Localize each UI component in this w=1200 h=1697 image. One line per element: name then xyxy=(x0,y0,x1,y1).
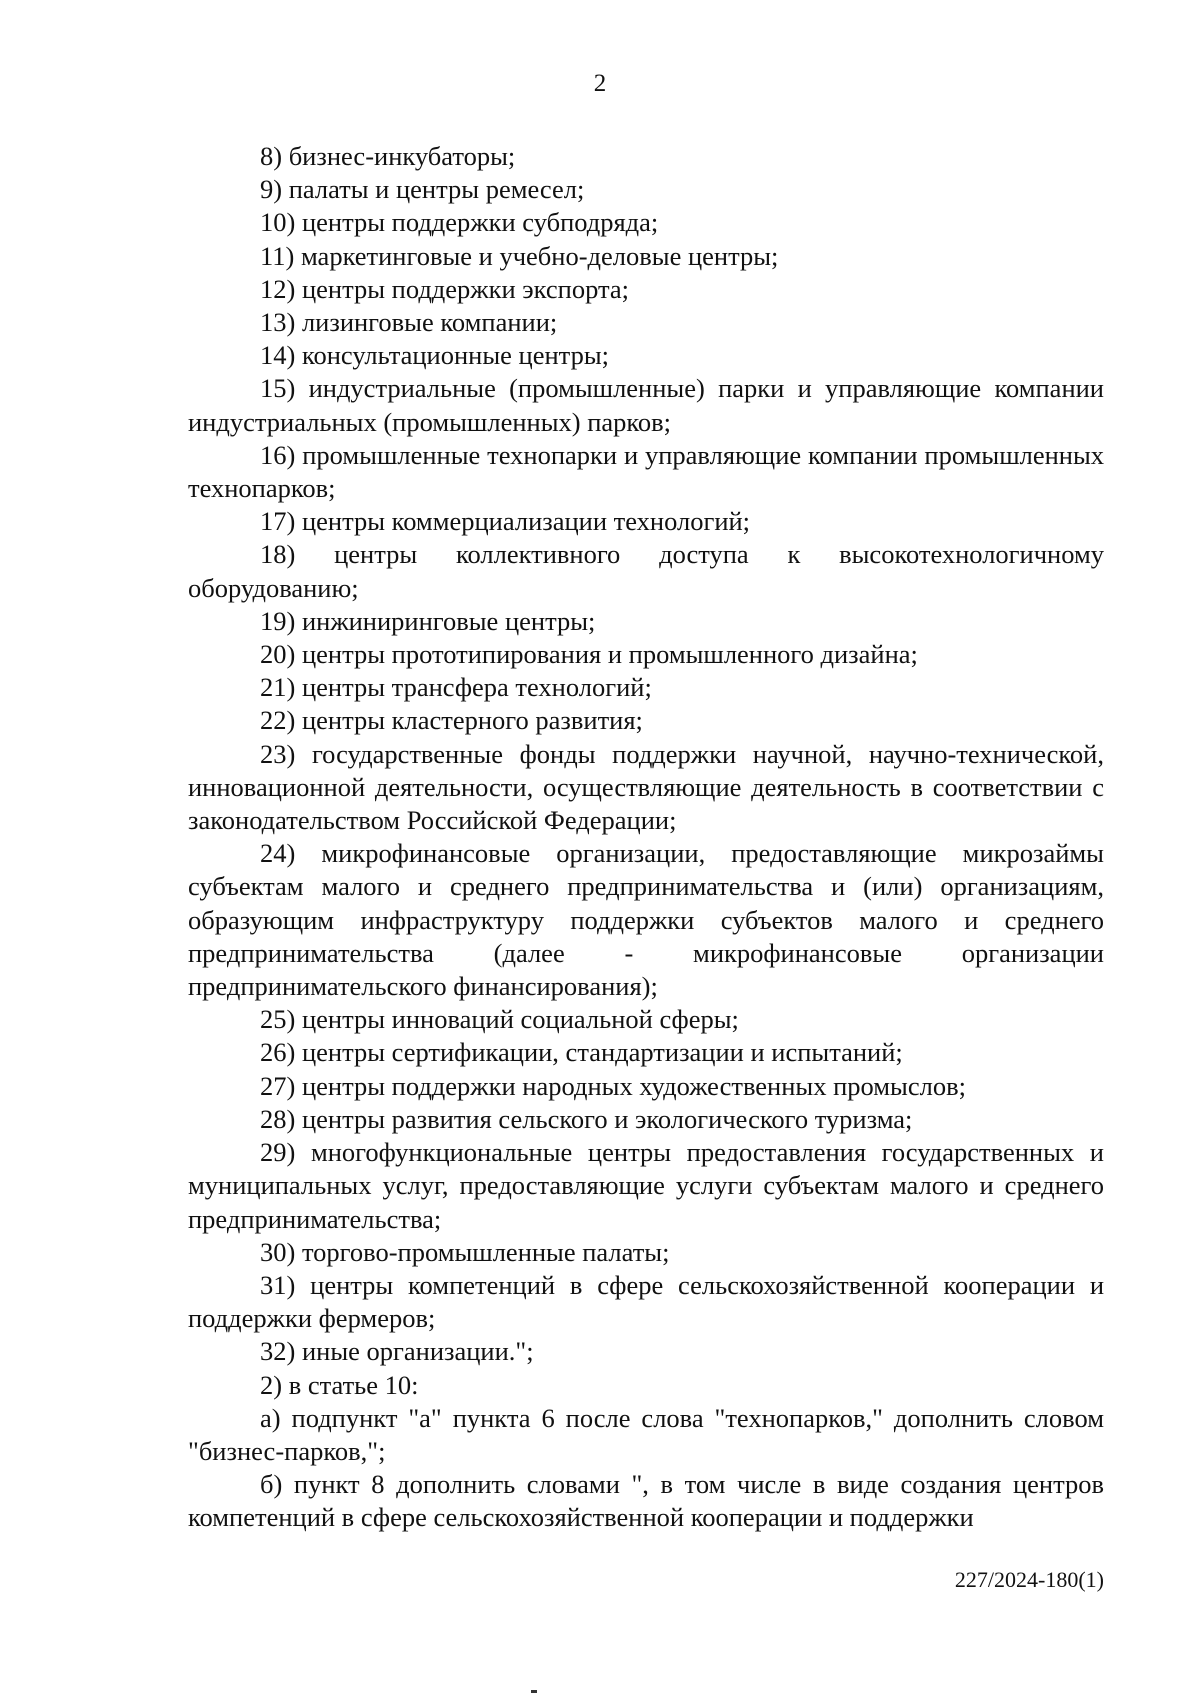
list-item: 14) консультационные центры; xyxy=(260,340,609,371)
list-item: 18) центры коллективного доступа к высокотехнологичному оборудованию; xyxy=(188,539,1104,603)
list-item: а) подпункт "а" пункта 6 после слова "технопарков," дополнить словом "бизнес-парков,"; xyxy=(188,1402,1104,1466)
list-item: 30) торгово-промышленные палаты; xyxy=(260,1236,670,1267)
document-code: 227/2024-180(1) xyxy=(954,1567,1104,1592)
page-number: 2 xyxy=(593,70,607,97)
list-item: 12) центры поддержки экспорта; xyxy=(260,273,630,304)
list-item: 9) палаты и центры ремесел; xyxy=(260,174,585,205)
list-item: 21) центры трансфера технологий; xyxy=(260,672,652,703)
list-item: 26) центры сертификации, стандартизации и испытаний; xyxy=(260,1037,903,1068)
list-item: 11) маркетинговые и учебно-деловые центры; xyxy=(260,240,779,271)
list-item: 16) промышленные технопарки и управляющие компании промышленных технопарков; xyxy=(188,439,1104,504)
list-item: 22) центры кластерного развития; xyxy=(260,705,643,736)
list-item: 23) государственные фонды поддержки научной, научно-технической, инновационной деятельности, осуществляющие деятельность в соответствии с законодательством Российской Федерации; xyxy=(188,738,1104,836)
scan-mark xyxy=(531,1690,537,1693)
list-item: 28) центры развития сельского и экологического туризма; xyxy=(260,1103,913,1134)
list-item: 17) центры коммерциализации технологий; xyxy=(260,506,751,537)
list-item: 2) в статье 10: xyxy=(260,1369,419,1400)
list-item: 31) центры компетенций в сфере сельскохозяйственной кооперации и поддержки фермеров; xyxy=(188,1269,1104,1334)
list-item: 29) многофункциональные центры предоставления государственных и муниципальных услуг, предоставляющие услуги субъектам малого и среднего предпринимательства; xyxy=(188,1137,1104,1234)
list-item: 8) бизнес-инкубаторы; xyxy=(260,141,516,171)
list-item: 10) центры поддержки субподряда; xyxy=(260,207,659,238)
document-body xyxy=(188,140,1104,1535)
list-item: 20) центры прототипирования и промышленного дизайна; xyxy=(260,639,918,670)
list-item: 27) центры поддержки народных художественных промыслов; xyxy=(260,1070,966,1101)
list-item: 13) лизинговые компании; xyxy=(260,307,558,338)
list-item: 19) инжиниринговые центры; xyxy=(260,605,596,636)
list-item: б) пункт 8 дополнить словами ", в том числе в виде создания центров компетенций в сфере сельскохозяйственной кооперации и поддержки xyxy=(188,1469,1104,1533)
list-item: 15) индустриальные (промышленные) парки и управляющие компании индустриальных (промышленных) парков; xyxy=(188,373,1104,437)
list-item: 24) микрофинансовые организации, предоставляющие микрозаймы субъектам малого и среднего предпринимательства и (или) организациям, образующим инфраструктуру поддержки субъектов малого и среднего предпринимательства (далее - микрофинансовые организации предпринимательского финансирования); xyxy=(188,838,1104,1002)
list-item: 25) центры инноваций социальной сферы; xyxy=(260,1004,739,1035)
list-item: 32) иные организации."; xyxy=(260,1336,534,1367)
